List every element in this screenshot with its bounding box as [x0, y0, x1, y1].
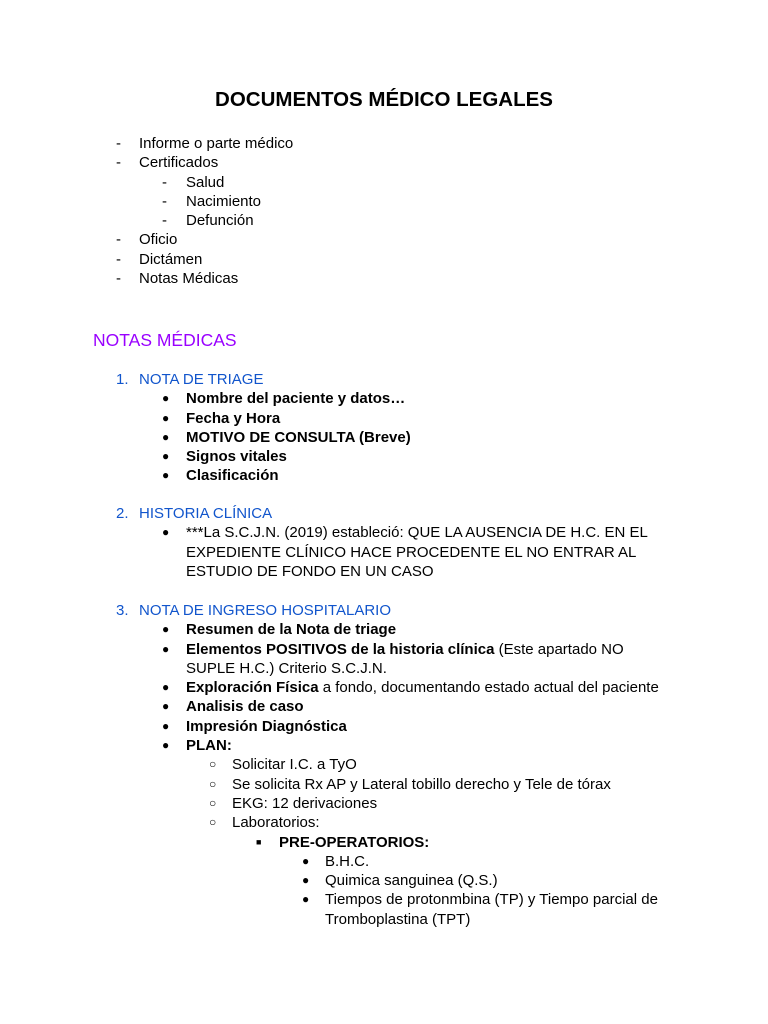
bullet-icon: ●: [162, 449, 170, 464]
bullet-icon: ●: [162, 738, 170, 753]
list-item: [0, 717, 768, 736]
bullet-icon: ●: [162, 468, 170, 483]
list-item-text: Oficio: [139, 231, 178, 249]
list-item-bold-text: Exploración Física: [186, 679, 319, 697]
section-nota-ingreso: [0, 601, 768, 929]
list-item-text: Tiempos de protonmbina (TP) y Tiempo parcial de Tromboplastina (TPT): [325, 891, 658, 928]
list-item: [0, 775, 768, 794]
circle-bullet-icon: ○: [209, 776, 217, 791]
bullet-icon: ●: [162, 622, 170, 637]
section-heading: [0, 504, 768, 523]
list-item: [0, 409, 768, 428]
list-item: [0, 211, 768, 230]
list-item-text: EKG: 12 derivaciones: [232, 794, 378, 812]
bullet-icon: ●: [162, 525, 170, 540]
bullet-icon: ●: [162, 680, 170, 695]
list-item-text: Salud: [186, 173, 225, 191]
list-item: [0, 697, 768, 716]
dash-marker: -: [116, 270, 121, 288]
bullet-icon: ●: [302, 853, 310, 868]
list-item-text: Nacimiento: [186, 192, 262, 210]
list-item-text: PRE-OPERATORIOS:: [279, 833, 430, 851]
list-item: [0, 813, 768, 832]
bullet-icon: ●: [162, 410, 170, 425]
list-item-text: [186, 640, 656, 679]
section-number: 1.: [116, 371, 129, 388]
circle-bullet-icon: ○: [209, 795, 217, 810]
bullet-icon: ●: [302, 892, 310, 907]
list-item: [0, 447, 768, 466]
section-title: NOTA DE TRIAGE: [139, 371, 264, 388]
dash-marker: -: [162, 192, 167, 210]
section-number: 2.: [116, 505, 129, 522]
list-item-text: Informe o parte médico: [139, 135, 294, 152]
dash-marker: -: [116, 250, 121, 268]
list-item: [0, 794, 768, 813]
list-item: [0, 389, 768, 408]
dash-marker: -: [162, 212, 167, 230]
list-item: [0, 466, 768, 485]
section-title: HISTORIA CLÍNICA: [139, 505, 273, 522]
list-item-rest-text: a fondo, documentando estado actual del paciente: [318, 679, 659, 697]
list-item-rest-text: (Este apartado NO SUPLE H.C.) Criterio S.C.J.N.: [186, 640, 624, 677]
list-item-text: [186, 678, 659, 697]
bullet-icon: ●: [162, 641, 170, 656]
list-item-text: Notas Médicas: [139, 270, 239, 288]
list-item: [0, 890, 768, 929]
list-item-text: Dictámen: [139, 250, 203, 268]
section-nota-triage: [0, 370, 768, 486]
dash-marker: -: [116, 135, 121, 152]
bullet-icon: ●: [162, 429, 170, 444]
bullet-icon: ●: [162, 391, 170, 406]
list-item: [0, 134, 768, 153]
list-item-text: B.H.C.: [325, 852, 370, 870]
intro-list: [0, 134, 768, 288]
section-number: 3.: [116, 602, 129, 619]
list-item: [0, 250, 768, 269]
list-item-text: Impresión Diagnóstica: [186, 717, 347, 735]
list-item: [0, 755, 768, 774]
square-bullet-icon: ■: [256, 836, 262, 847]
bullet-icon: ●: [162, 699, 170, 714]
dash-marker: -: [116, 231, 121, 249]
list-item-text: Analisis de caso: [186, 698, 304, 716]
list-item-text: Resumen de la Nota de triage: [186, 621, 397, 639]
list-item-text: Nombre del paciente y datos…: [186, 390, 406, 408]
list-item-text: Fecha y Hora: [186, 409, 281, 427]
list-item: [0, 833, 768, 852]
circle-bullet-icon: ○: [209, 815, 217, 830]
list-item-text: Signos vitales: [186, 448, 287, 466]
list-item-text: Defunción: [186, 212, 254, 230]
dash-marker: -: [162, 173, 167, 191]
list-item: [0, 523, 768, 581]
list-item: [0, 153, 768, 172]
list-item: [0, 428, 768, 447]
list-item: [0, 620, 768, 639]
list-item: [0, 269, 768, 288]
section-heading: [0, 370, 768, 389]
list-item-text: Certificados: [139, 154, 219, 172]
list-item: [0, 871, 768, 890]
list-item: [0, 640, 768, 679]
section-heading: [0, 601, 768, 620]
notas-medicas-heading: NOTAS MÉDICAS: [93, 330, 237, 350]
list-item-text: Solicitar I.C. a TyO: [232, 756, 357, 774]
document-title: DOCUMENTOS MÉDICO LEGALES: [215, 88, 553, 111]
list-item: [0, 230, 768, 249]
bullet-icon: ●: [302, 873, 310, 888]
list-item-text: Clasificación: [186, 467, 279, 485]
list-item-bold-text: Elementos POSITIVOS de la historia clínica: [186, 640, 495, 658]
list-item: [0, 852, 768, 871]
list-item-text: Quimica sanguinea (Q.S.): [325, 872, 498, 890]
circle-bullet-icon: ○: [209, 757, 217, 772]
list-item-text: PLAN:: [186, 737, 232, 755]
list-item: [0, 678, 768, 697]
bullet-icon: ●: [162, 718, 170, 733]
list-item-text: Laboratorios:: [232, 814, 320, 832]
list-item: [0, 736, 768, 755]
section-historia-clinica: [0, 504, 768, 581]
list-item-text: Se solicita Rx AP y Lateral tobillo derecho y Tele de tórax: [232, 775, 611, 793]
list-item-text: MOTIVO DE CONSULTA (Breve): [186, 428, 411, 446]
list-item: [0, 192, 768, 211]
dash-marker: -: [116, 154, 121, 172]
list-item: [0, 173, 768, 192]
list-item-text: ***La S.C.J.N. (2019) estableció: QUE LA AUSENCIA DE H.C. EN EL EXPEDIENTE CLÍNICO HACE PROCEDENTE EL NO ENTRAR AL ESTUDIO DE FONDO EN UN CASO: [186, 524, 648, 580]
section-title: NOTA DE INGRESO HOSPITALARIO: [139, 602, 391, 619]
